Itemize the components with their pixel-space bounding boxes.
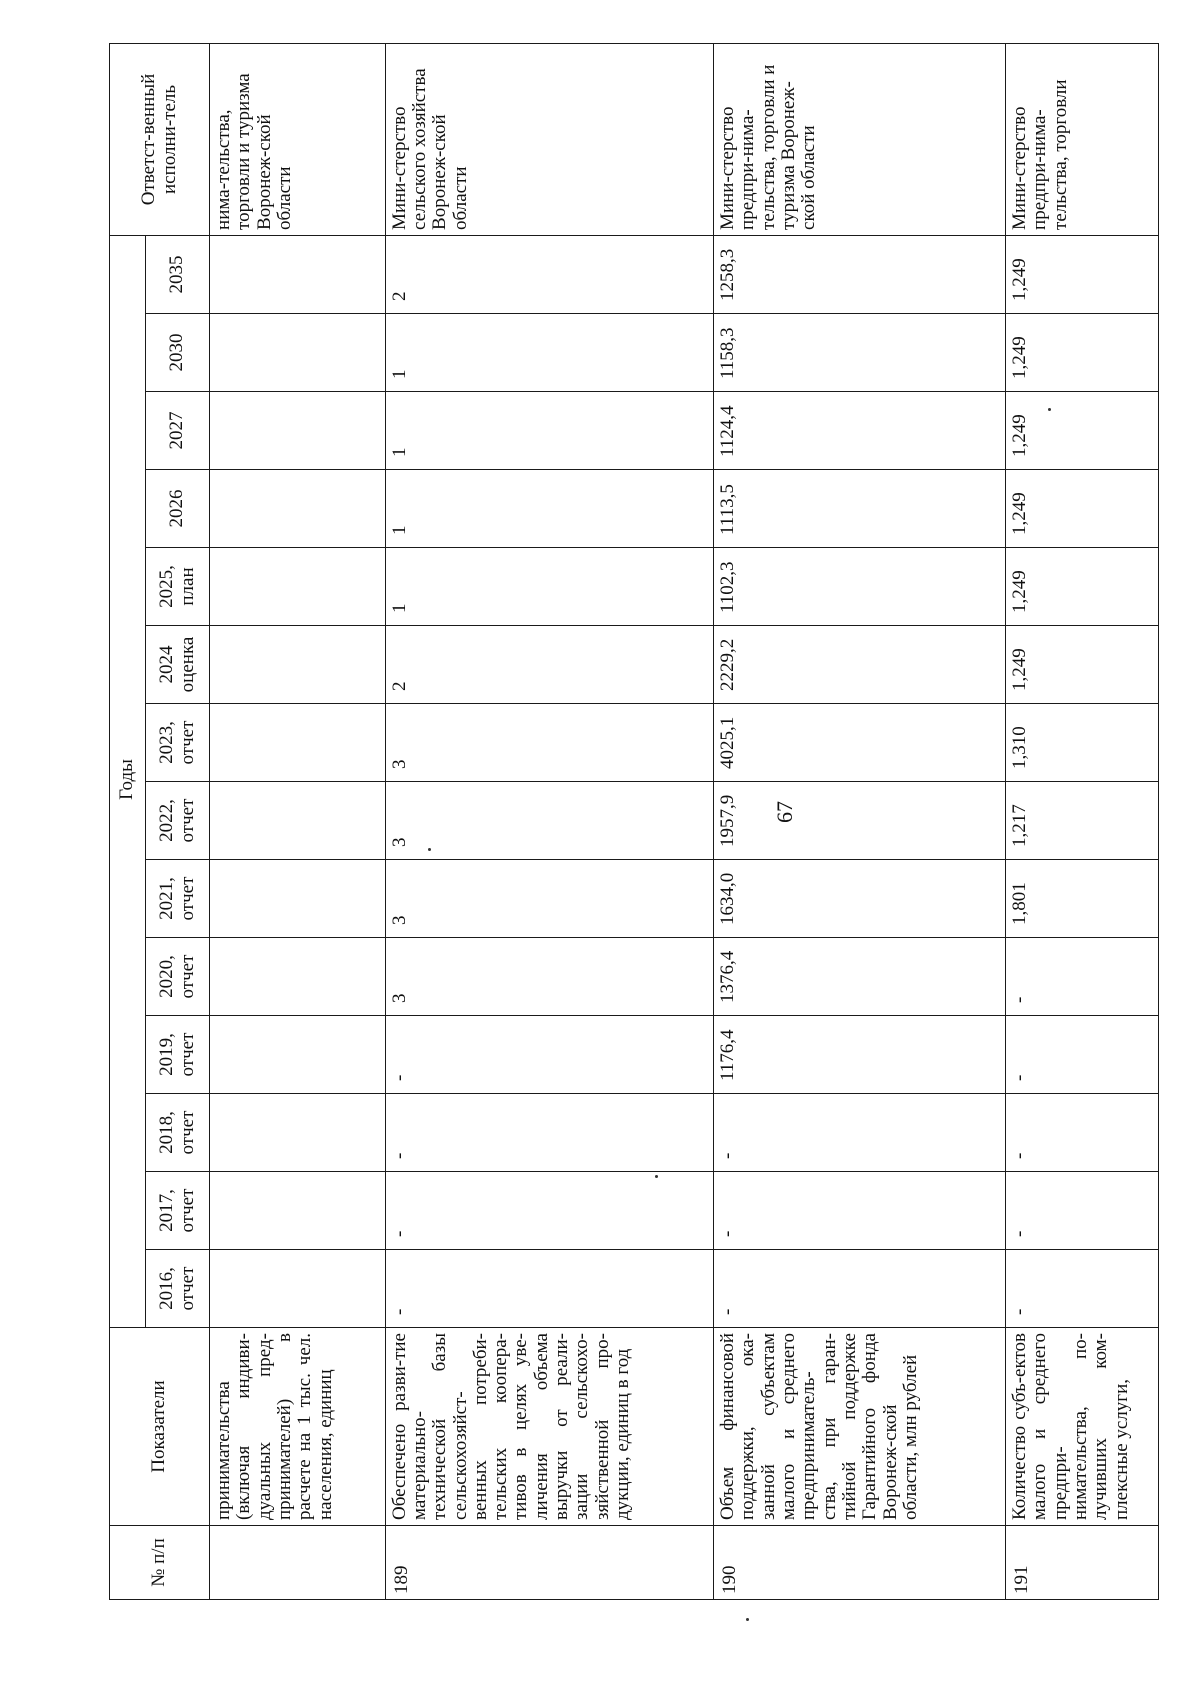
year-value-cell bbox=[210, 392, 386, 470]
year-value-cell: 1957,9 bbox=[713, 782, 1005, 860]
year-value-cell: 1,249 bbox=[1006, 392, 1159, 470]
year-value-cell: - bbox=[713, 1172, 1005, 1250]
year-value-cell: 1124,4 bbox=[713, 392, 1005, 470]
year-header: 2018, отчет bbox=[146, 1094, 210, 1172]
year-value-cell: 1258,3 bbox=[713, 235, 1005, 313]
year-value-cell bbox=[210, 938, 386, 1016]
year-value-cell bbox=[210, 782, 386, 860]
year-value-cell bbox=[210, 1172, 386, 1250]
year-header: 2025, план bbox=[146, 548, 210, 626]
table-row bbox=[713, 43, 1005, 1599]
year-header: 2027 bbox=[146, 392, 210, 470]
table-row bbox=[385, 43, 713, 1599]
table-header bbox=[110, 43, 210, 1599]
year-value-cell: - bbox=[713, 1094, 1005, 1172]
scan-speck bbox=[1048, 408, 1051, 411]
year-value-cell: - bbox=[1006, 1016, 1159, 1094]
year-value-cell bbox=[210, 1250, 386, 1328]
responsible-text: Мини-стерство предпри-нима-тельства, торговли и туризма Воронеж-ской области bbox=[713, 43, 1005, 235]
year-value-cell bbox=[210, 1016, 386, 1094]
header-row-top bbox=[110, 43, 146, 1599]
page-number: 67 bbox=[772, 801, 797, 823]
year-value-cell: 1 bbox=[385, 314, 713, 392]
year-value-cell: 2 bbox=[385, 235, 713, 313]
year-header: 2030 bbox=[146, 314, 210, 392]
year-value-cell: 1 bbox=[385, 392, 713, 470]
col-header-years bbox=[110, 235, 146, 1327]
year-value-cell: 1 bbox=[385, 548, 713, 626]
scan-speck bbox=[655, 1175, 658, 1178]
table-row bbox=[1006, 43, 1159, 1599]
year-value-cell bbox=[210, 860, 386, 938]
year-value-cell: 1158,3 bbox=[713, 314, 1005, 392]
year-value-cell bbox=[210, 1094, 386, 1172]
year-header: 2016, отчет bbox=[146, 1250, 210, 1328]
table-body bbox=[210, 43, 1159, 1599]
year-value-cell: 3 bbox=[385, 782, 713, 860]
year-value-cell bbox=[210, 626, 386, 704]
year-value-cell: 3 bbox=[385, 938, 713, 1016]
year-value-cell: 2 bbox=[385, 626, 713, 704]
year-value-cell: 1176,4 bbox=[713, 1016, 1005, 1094]
year-value-cell bbox=[210, 314, 386, 392]
year-value-cell: 4025,1 bbox=[713, 704, 1005, 782]
indicator-text: Объем финансовой поддержки, ока-занной субъектам малого и среднего предприниматель-ства, при гаран-тийной поддержке Гарантийного фонда Воронеж-ской области, млн рублей bbox=[713, 1328, 1005, 1526]
responsible-text: нима-тельства, торговли и туризма Воронеж-ской области bbox=[210, 43, 386, 235]
year-header: 2021, отчет bbox=[146, 860, 210, 938]
year-header: 2020, отчет bbox=[146, 938, 210, 1016]
table-row bbox=[210, 43, 386, 1599]
year-value-cell bbox=[210, 548, 386, 626]
col-header-num: № п/п bbox=[110, 1526, 210, 1600]
year-value-cell bbox=[210, 470, 386, 548]
row-number: 190 bbox=[713, 1526, 1005, 1600]
indicator-text: Обеспечено разви-тие материально-технической базы сельскохозяйст-венных потреби-тельских коопера-тивов в целях уве-личения объема выручки от реали-зации сельскохо-зяйственной про-дукции, единиц в год bbox=[385, 1328, 713, 1526]
year-value-cell: 1376,4 bbox=[713, 938, 1005, 1016]
indicator-text: Количество субъ-ектов малого и среднего предпри-нимательства, по-лучивших ком-плексные услуги, bbox=[1006, 1328, 1159, 1526]
year-value-cell: - bbox=[1006, 1172, 1159, 1250]
year-value-cell: 1113,5 bbox=[713, 470, 1005, 548]
year-header: 2024 оценка bbox=[146, 626, 210, 704]
year-value-cell bbox=[210, 704, 386, 782]
rotated-table-container bbox=[109, 44, 1159, 1600]
year-value-cell: 3 bbox=[385, 704, 713, 782]
year-value-cell: - bbox=[385, 1094, 713, 1172]
year-value-cell: - bbox=[1006, 938, 1159, 1016]
year-header: 2026 bbox=[146, 470, 210, 548]
year-value-cell: 1,249 bbox=[1006, 626, 1159, 704]
indicator-text: принимательства (включая индиви-дуальных пред-принимателей) в расчете на 1 тыс. чел. населения, единиц bbox=[210, 1328, 386, 1526]
col-header-responsible: Ответст-венный исполни-тель bbox=[110, 43, 210, 235]
year-header: 2035 bbox=[146, 235, 210, 313]
year-value-cell: 1,249 bbox=[1006, 470, 1159, 548]
year-value-cell: 3 bbox=[385, 860, 713, 938]
year-value-cell: 1,217 bbox=[1006, 782, 1159, 860]
year-value-cell: - bbox=[385, 1172, 713, 1250]
row-number: 189 bbox=[385, 1526, 713, 1600]
year-value-cell: 1102,3 bbox=[713, 548, 1005, 626]
year-value-cell: - bbox=[713, 1250, 1005, 1328]
year-header: 2022, отчет bbox=[146, 782, 210, 860]
year-value-cell: - bbox=[385, 1016, 713, 1094]
row-number bbox=[210, 1526, 386, 1600]
year-value-cell bbox=[210, 235, 386, 313]
scan-speck bbox=[746, 1618, 749, 1621]
year-header: 2019, отчет bbox=[146, 1016, 210, 1094]
indicators-table bbox=[109, 43, 1159, 1600]
year-header: 2023, отчет bbox=[146, 704, 210, 782]
scan-speck bbox=[428, 848, 431, 851]
year-value-cell: - bbox=[1006, 1250, 1159, 1328]
year-value-cell: 2229,2 bbox=[713, 626, 1005, 704]
year-value-cell: 1,249 bbox=[1006, 235, 1159, 313]
year-value-cell: - bbox=[1006, 1094, 1159, 1172]
year-value-cell: - bbox=[385, 1250, 713, 1328]
year-value-cell: 1,249 bbox=[1006, 314, 1159, 392]
year-value-cell: 1,801 bbox=[1006, 860, 1159, 938]
year-value-cell: 1634,0 bbox=[713, 860, 1005, 938]
responsible-text: Мини-стерство предпри-нима-тельства, торговли bbox=[1006, 43, 1159, 235]
year-header: 2017, отчет bbox=[146, 1172, 210, 1250]
row-number: 191 bbox=[1006, 1526, 1159, 1600]
year-value-cell: 1 bbox=[385, 470, 713, 548]
responsible-text: Мини-стерство сельского хозяйства Воронеж-ской области bbox=[385, 43, 713, 235]
year-value-cell: 1,310 bbox=[1006, 704, 1159, 782]
years-group-label: Годы bbox=[116, 759, 138, 800]
year-value-cell: 1,249 bbox=[1006, 548, 1159, 626]
col-header-indicator: Показатели bbox=[110, 1328, 210, 1526]
